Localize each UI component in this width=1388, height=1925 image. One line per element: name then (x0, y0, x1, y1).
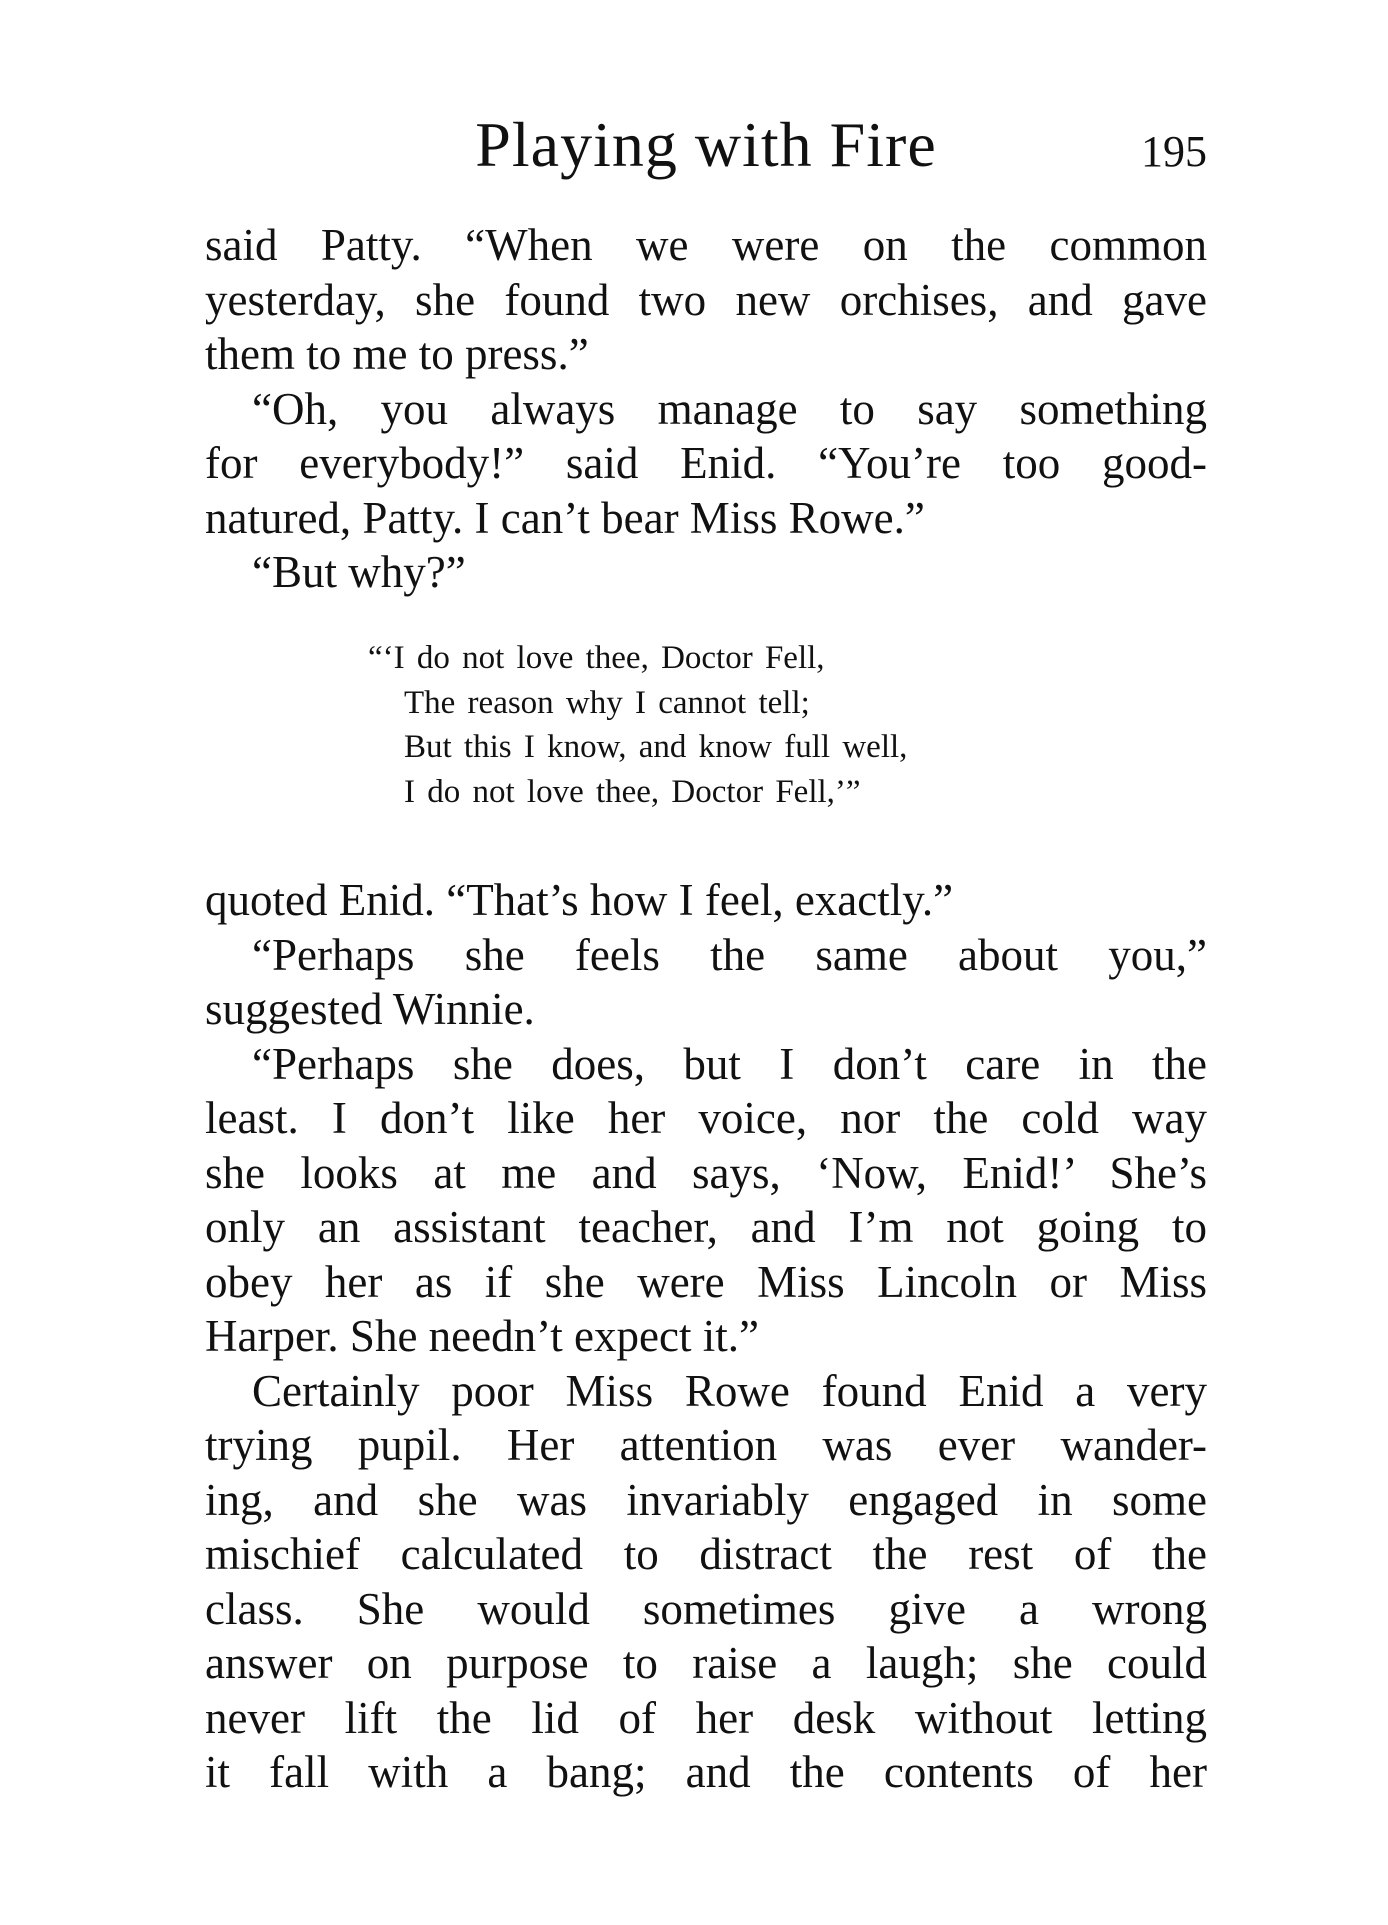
text-line: Certainly poor Miss Rowe found Enid a very (252, 1365, 1207, 1416)
text-line: it fall with a bang; and the contents of her (205, 1747, 1207, 1797)
running-title: Playing with Fire (475, 109, 937, 180)
text-line: never lift the lid of her desk without letting (205, 1692, 1207, 1743)
text-line: class. She would sometimes give a wrong (205, 1583, 1207, 1634)
text-line: “Perhaps she does, but I don’t care in the (252, 1038, 1207, 1089)
page-number: 195 (1141, 127, 1207, 176)
text-line: yesterday, she found two new orchises, and gave (205, 274, 1207, 325)
text-line: “But why?” (252, 547, 466, 597)
verse-line: I do not love thee, Doctor Fell,’” (404, 773, 861, 810)
text-line: obey her as if she were Miss Lincoln or Miss (205, 1256, 1207, 1307)
text-line: them to me to press.” (205, 329, 589, 379)
text-line: least. I don’t like her voice, nor the cold way (205, 1093, 1207, 1143)
verse-line: The reason why I cannot tell; (404, 684, 810, 721)
text-line: for everybody!” said Enid. “You’re too good- (205, 438, 1207, 488)
text-line: “Oh, you always manage to say something (252, 383, 1207, 434)
text-line: Harper. She needn’t expect it.” (205, 1311, 759, 1361)
text-line: mischief calculated to distract the rest of the (205, 1529, 1207, 1579)
text-line: only an assistant teacher, and I’m not going to (205, 1202, 1207, 1252)
text-line: suggested Winnie. (205, 984, 535, 1034)
body-text-bottom (205, 873, 1207, 1800)
verse-line: “‘I do not love thee, Doctor Fell, (368, 640, 825, 676)
text-line: natured, Patty. I can’t bear Miss Rowe.” (205, 492, 925, 543)
text-line: answer on purpose to raise a laugh; she could (205, 1638, 1207, 1688)
running-head (205, 100, 1207, 190)
body-text-top (205, 218, 1207, 600)
text-line: said Patty. “When we were on the common (205, 220, 1207, 270)
verse-line: But this I know, and know full well, (404, 729, 908, 765)
text-line: ing, and she was invariably engaged in some (205, 1474, 1207, 1525)
text-line: she looks at me and says, ‘Now, Enid!’ She’s (205, 1147, 1207, 1198)
text-line: trying pupil. Her attention was ever wander- (205, 1420, 1207, 1470)
text-line: quoted Enid. “That’s how I feel, exactly.” (205, 875, 954, 925)
text-line: “Perhaps she feels the same about you,” (252, 929, 1207, 980)
verse-quotation (368, 636, 907, 814)
